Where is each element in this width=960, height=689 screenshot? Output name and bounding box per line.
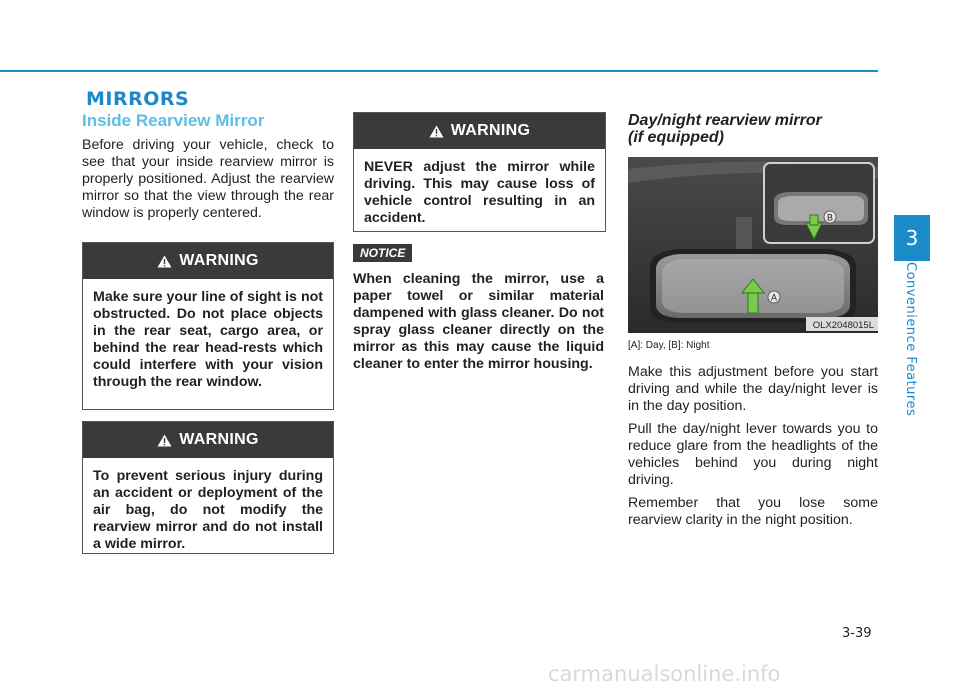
- daynight-body: [628, 364, 878, 535]
- figure-code: OLX2048015L: [812, 320, 874, 331]
- daynight-heading: [628, 112, 822, 146]
- warning-header: [83, 422, 333, 458]
- daynight-heading-line2: (if equipped): [628, 129, 724, 146]
- warning-header: [354, 113, 605, 149]
- chapter-name-text: Convenience Features: [903, 262, 918, 417]
- label-b: B: [826, 212, 834, 223]
- inside-mirror-body: Before driving your vehicle, check to see that your inside rearview mirror is properly positioned. Adjust the rearview mirror so that the view through the rear window is properly centered.: [82, 137, 334, 221]
- warning-header: [83, 243, 333, 279]
- warning-text: NEVER adjust the mirror while driving. This may cause loss of vehicle control resulting in an accident.: [364, 159, 595, 226]
- daynight-paragraph: Pull the day/night lever towards you to reduce glare from the headlights of the vehicles behind you during night driving.: [628, 421, 878, 488]
- warning-text: To prevent serious injury during an accident or deployment of the air bag, do not modify the rearview mirror and do not install a wide mirror.: [93, 468, 323, 552]
- notice-text: When cleaning the mirror, use a paper towel or similar material dampened with glass cleaner. Do not spray glass cleaner directly on the mirror as this may cause the liquid cleaner to enter the mirror housing.: [353, 271, 604, 372]
- warning-triangle-icon: [429, 125, 444, 138]
- rearview-mirror-illustration: [628, 157, 878, 333]
- daynight-paragraph: Remember that you lose some rearview clarity in the night position.: [628, 495, 878, 528]
- warning-text: Make sure your line of sight is not obstructed. Do not place objects in the rear seat, cargo area, or behind the rear head-rests which could interfere with your vision through the rear window.: [93, 289, 323, 390]
- warning-label: WARNING: [179, 252, 259, 269]
- section-title: MIRRORS: [86, 88, 190, 110]
- warning-box-sight: [82, 242, 334, 410]
- chapter-tab: 3: [894, 215, 930, 261]
- figure-caption: [A]: Day, [B]: Night: [628, 340, 710, 351]
- warning-box-driving: [353, 112, 606, 232]
- warning-triangle-icon: [157, 255, 172, 268]
- warning-label: WARNING: [450, 122, 531, 139]
- daynight-paragraph: Make this adjustment before you start driving and while the day/night lever is in the day position.: [628, 364, 878, 414]
- mirror-figure: [628, 157, 878, 333]
- daynight-heading-line1: Day/night rearview mirror: [628, 112, 822, 129]
- warning-label: WARNING: [179, 431, 259, 448]
- inside-mirror-heading: Inside Rearview Mirror: [82, 111, 265, 130]
- label-a: A: [770, 292, 778, 303]
- warning-triangle-icon: [157, 434, 172, 447]
- warning-box-airbag: [82, 421, 334, 554]
- notice-badge: NOTICE: [353, 244, 412, 262]
- watermark: carmanualsonline.info: [548, 662, 781, 686]
- top-rule: [0, 70, 878, 72]
- page-number: 3-39: [842, 626, 872, 641]
